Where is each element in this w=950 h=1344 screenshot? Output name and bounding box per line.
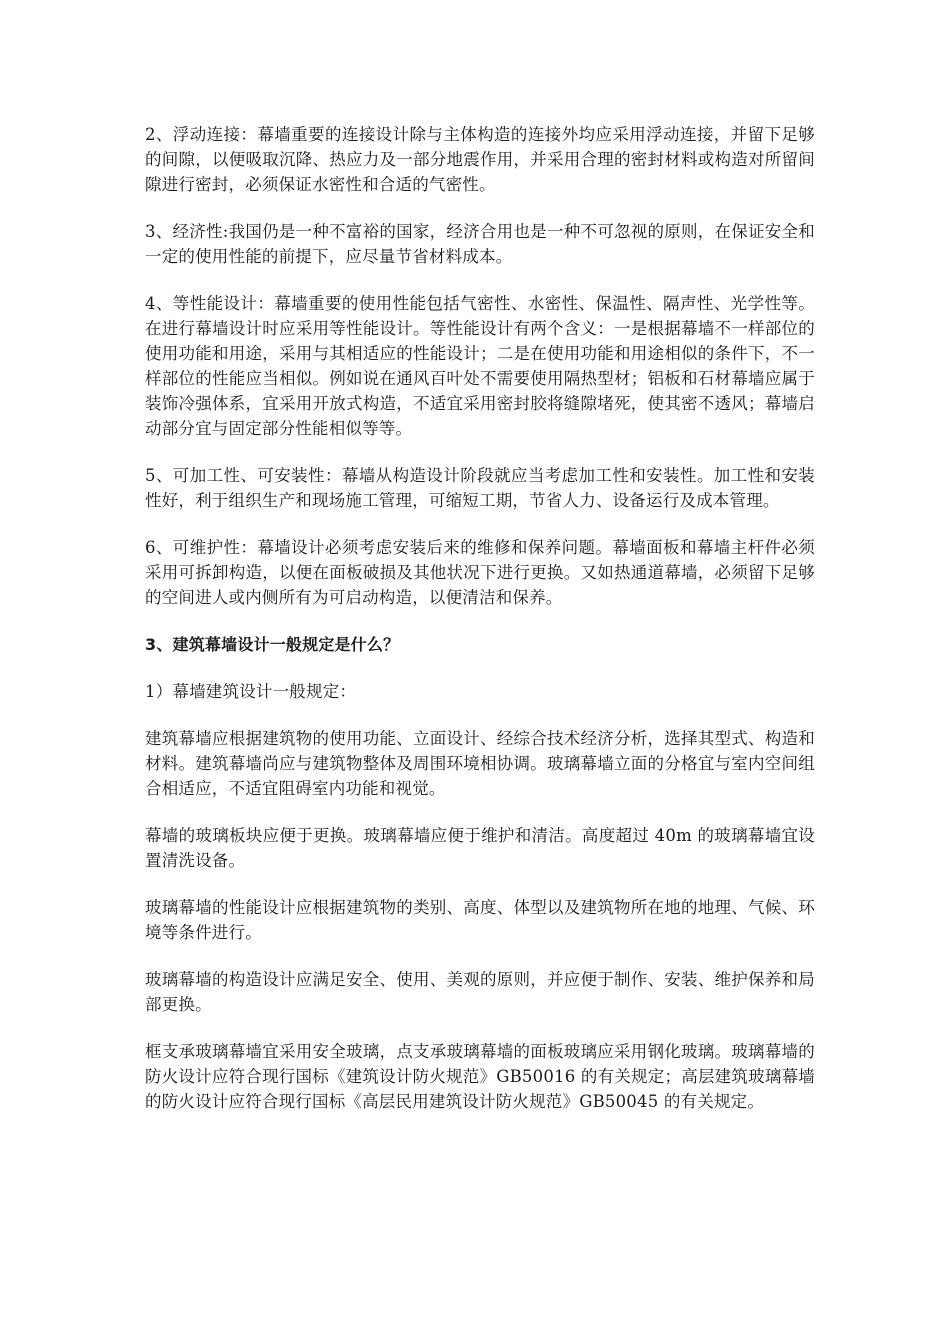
paragraph-construction-design: 玻璃幕墙的构造设计应满足安全、使用、美观的原则，并应便于制作、安装、维护保养和局部更换。 [145,970,815,1014]
subsection-heading: 1）幕墙建筑设计一般规定： [145,682,357,701]
paragraph-floating-connection: 2、浮动连接：幕墙重要的连接设计除与主体构造的连接外均应采用浮动连接，并留下足够的间隙，以便吸取沉降、热应力及一部分地震作用，并采用合理的密封材料或构造对所留间隙进行密封，必须保证水密性和合适的气密性。 [145,125,815,194]
document-page [145,122,815,1136]
section-heading: 3、建筑幕墙设计一般规定是什么？ [145,635,400,654]
paragraph-economy: 3、经济性:我国仍是一种不富裕的国家，经济合用也是一种不可忽视的原则，在保证安全和一定的使用性能的前提下，应尽量节省材料成本。 [145,222,815,266]
paragraph-equal-performance: 4、等性能设计：幕墙重要的使用性能包括气密性、水密性、保温性、隔声性、光学性等。在进行幕墙设计时应采用等性能设计。等性能设计有两个含义：一是根据幕墙不一样部位的使用功能和用途，采用与其相适应的性能设计；二是在使用功能和用途相似的条件下，不一样部位的性能应当相似。例如说在通风百叶处不需要使用隔热型材；铝板和石材幕墙应属于装饰冷强体系，宜采用开放式构造，不适宜采用密封胶将缝隙堵死，使其密不透风；幕墙启动部分宜与固定部分性能相似等等。 [145,294,815,438]
paragraph-glass-panels: 幕墙的玻璃板块应便于更换。玻璃幕墙应便于维护和清洁。高度超过 40m 的玻璃幕墙宜设置清洗设备。 [145,826,815,870]
paragraph-processability: 5、可加工性、可安装性：幕墙从构造设计阶段就应当考虑加工性和安装性。加工性和安装性好，利于组织生产和现场施工管理，可缩短工期，节省人力、设备运行及成本管理。 [145,466,815,510]
paragraph-fire-protection: 框支承玻璃幕墙宜采用安全玻璃，点支承玻璃幕墙的面板玻璃应采用钢化玻璃。玻璃幕墙的防火设计应符合现行国标《建筑设计防火规范》GB50016 的有关规定；高层建筑玻璃幕墙的防火设计应符合现行国标《高层民用建筑设计防火规范》GB50045 的有关规定。 [145,1042,815,1111]
paragraph-maintainability: 6、可维护性：幕墙设计必须考虑安装后来的维修和保养问题。幕墙面板和幕墙主杆件必须采用可拆卸构造，以便在面板破损及其他状况下进行更换。又如热通道幕墙，必须留下足够的空间进人或内侧所有为可启动构造，以便清洁和保养。 [145,538,815,607]
paragraph-performance-design: 玻璃幕墙的性能设计应根据建筑物的类别、高度、体型以及建筑物所在地的地理、气候、环境等条件进行。 [145,898,815,942]
paragraph-general-rules: 建筑幕墙应根据建筑物的使用功能、立面设计、经综合技术经济分析，选择其型式、构造和材料。建筑幕墙尚应与建筑物整体及周围环境相协调。玻璃幕墙立面的分格宜与室内空间组合相适应，不适宜阻碍室内功能和视觉。 [145,729,815,798]
